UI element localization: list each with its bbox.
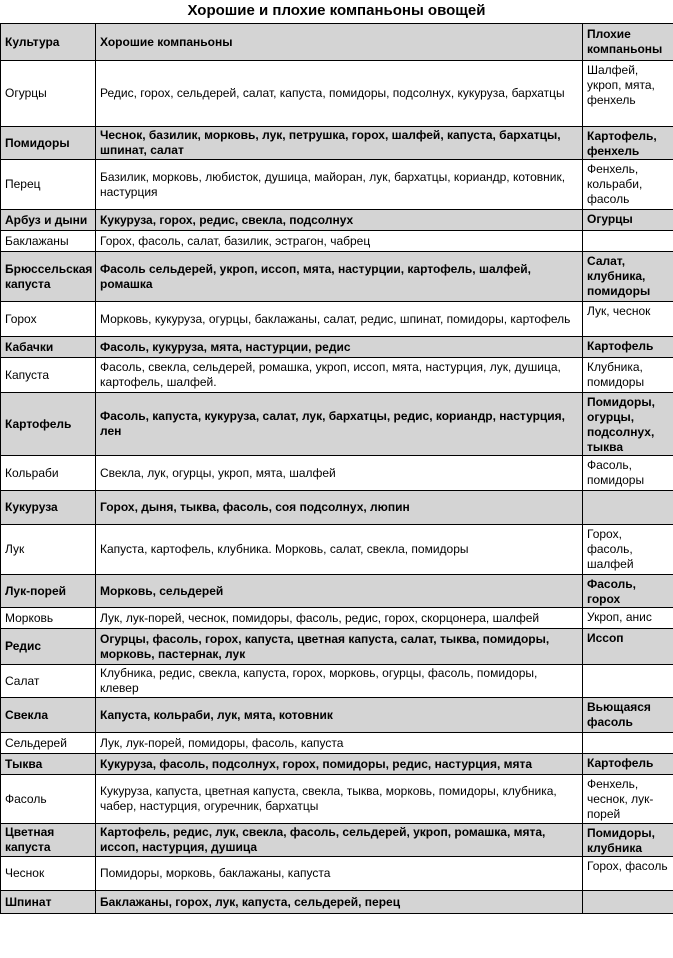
- cell-crop: Свекла: [1, 698, 96, 733]
- cell-good: Картофель, редис, лук, свекла, фасоль, сельдерей, укроп, ромашка, мята, иссоп, настурция, душица: [96, 824, 583, 857]
- cell-bad: [583, 733, 673, 754]
- cell-bad: Иссоп: [583, 629, 673, 665]
- cell-good: Баклажаны, горох, лук, капуста, сельдерей, перец: [96, 891, 583, 914]
- table-row: [1, 733, 673, 754]
- cell-crop: Огурцы: [1, 61, 96, 127]
- cell-bad: Салат, клубника, помидоры: [583, 252, 673, 302]
- cell-crop: Морковь: [1, 608, 96, 629]
- cell-bad: Фасоль, помидоры: [583, 456, 673, 491]
- cell-crop: Фасоль: [1, 775, 96, 824]
- cell-crop: Шпинат: [1, 891, 96, 914]
- cell-good: Фасоль, капуста, кукуруза, салат, лук, бархатцы, редис, кориандр, настурция, лен: [96, 393, 583, 456]
- table-row: [1, 857, 673, 891]
- cell-good: Базилик, морковь, любисток, душица, майоран, лук, бархатцы, кориандр, котовник, настурция: [96, 160, 583, 210]
- table-row: [1, 337, 673, 358]
- cell-bad: Фенхель, кольраби, фасоль: [583, 160, 673, 210]
- cell-crop: Лук-порей: [1, 575, 96, 608]
- cell-crop: Сельдерей: [1, 733, 96, 754]
- table-row: [1, 456, 673, 491]
- cell-bad: Лук, чеснок: [583, 302, 673, 337]
- cell-good: Кукуруза, капуста, цветная капуста, свекла, тыква, морковь, помидоры, клубника, чабер, настурция, огуречник, бархатцы: [96, 775, 583, 824]
- table-header-row: [1, 24, 673, 61]
- companion-table: [0, 23, 673, 914]
- cell-crop: Кукуруза: [1, 491, 96, 525]
- header-bad: Плохие компаньоны: [583, 24, 673, 61]
- cell-good: Лук, лук-порей, помидоры, фасоль, капуста: [96, 733, 583, 754]
- cell-good: Лук, лук-порей, чеснок, помидоры, фасоль, редис, горох, скорцонера, шалфей: [96, 608, 583, 629]
- table-row: [1, 891, 673, 914]
- cell-crop: Кабачки: [1, 337, 96, 358]
- cell-bad: [583, 231, 673, 252]
- cell-good: Горох, дыня, тыква, фасоль, соя подсолнух, люпин: [96, 491, 583, 525]
- table-row: [1, 698, 673, 733]
- table-row: [1, 629, 673, 665]
- table-row: [1, 210, 673, 231]
- cell-bad: Картофель: [583, 337, 673, 358]
- cell-good: Фасоль сельдерей, укроп, иссоп, мята, настурции, картофель, шалфей, ромашка: [96, 252, 583, 302]
- cell-crop: Перец: [1, 160, 96, 210]
- cell-crop: Тыква: [1, 754, 96, 775]
- cell-good: Огурцы, фасоль, горох, капуста, цветная капуста, салат, тыква, помидоры, морковь, пастернак, лук: [96, 629, 583, 665]
- cell-good: Капуста, кольраби, лук, мята, котовник: [96, 698, 583, 733]
- cell-good: Редис, горох, сельдерей, салат, капуста, помидоры, подсолнух, кукуруза, бархатцы: [96, 61, 583, 127]
- cell-bad: Помидоры, огурцы, подсолнух, тыква: [583, 393, 673, 456]
- cell-bad: Картофель, фенхель: [583, 127, 673, 160]
- cell-crop: Помидоры: [1, 127, 96, 160]
- cell-bad: Помидоры, клубника: [583, 824, 673, 857]
- cell-bad: [583, 891, 673, 914]
- cell-bad: [583, 665, 673, 698]
- cell-crop: Капуста: [1, 358, 96, 393]
- cell-good: Кукуруза, горох, редис, свекла, подсолнух: [96, 210, 583, 231]
- cell-good: Горох, фасоль, салат, базилик, эстрагон, чабрец: [96, 231, 583, 252]
- cell-bad: Вьющаяся фасоль: [583, 698, 673, 733]
- table-row: [1, 775, 673, 824]
- cell-crop: Редис: [1, 629, 96, 665]
- table-row: [1, 575, 673, 608]
- cell-good: Морковь, сельдерей: [96, 575, 583, 608]
- cell-good: Чеснок, базилик, морковь, лук, петрушка, горох, шалфей, капуста, бархатцы, шпинат, салат: [96, 127, 583, 160]
- cell-good: Клубника, редис, свекла, капуста, горох, морковь, огурцы, фасоль, помидоры, клевер: [96, 665, 583, 698]
- table-row: [1, 302, 673, 337]
- table-row: [1, 231, 673, 252]
- cell-bad: Горох, фасоль, шалфей: [583, 525, 673, 575]
- cell-good: Свекла, лук, огурцы, укроп, мята, шалфей: [96, 456, 583, 491]
- table-row: [1, 665, 673, 698]
- cell-bad: Фенхель, чеснок, лук-порей: [583, 775, 673, 824]
- header-crop: Культура: [1, 24, 96, 61]
- table-row: [1, 252, 673, 302]
- cell-bad: Картофель: [583, 754, 673, 775]
- cell-good: Фасоль, свекла, сельдерей, ромашка, укроп, иссоп, мята, настурция, лук, душица, картофель, шалфей.: [96, 358, 583, 393]
- cell-bad: Горох, фасоль: [583, 857, 673, 891]
- cell-crop: Горох: [1, 302, 96, 337]
- cell-good: Кукуруза, фасоль, подсолнух, горох, помидоры, редис, настурция, мята: [96, 754, 583, 775]
- cell-good: Капуста, картофель, клубника. Морковь, салат, свекла, помидоры: [96, 525, 583, 575]
- cell-bad: Фасоль, горох: [583, 575, 673, 608]
- table-row: [1, 160, 673, 210]
- cell-bad: Укроп, анис: [583, 608, 673, 629]
- cell-crop: Картофель: [1, 393, 96, 456]
- cell-crop: Цветная капуста: [1, 824, 96, 857]
- cell-bad: Огурцы: [583, 210, 673, 231]
- cell-crop: Салат: [1, 665, 96, 698]
- cell-good: Морковь, кукуруза, огурцы, баклажаны, салат, редис, шпинат, помидоры, картофель: [96, 302, 583, 337]
- cell-good: Фасоль, кукуруза, мята, настурции, редис: [96, 337, 583, 358]
- cell-crop: Баклажаны: [1, 231, 96, 252]
- cell-crop: Брюссельская капуста: [1, 252, 96, 302]
- table-row: [1, 608, 673, 629]
- cell-crop: Арбуз и дыни: [1, 210, 96, 231]
- header-good: Хорошие компаньоны: [96, 24, 583, 61]
- cell-bad: Шалфей, укроп, мята, фенхель: [583, 61, 673, 127]
- cell-crop: Лук: [1, 525, 96, 575]
- cell-bad: Клубника, помидоры: [583, 358, 673, 393]
- cell-good: Помидоры, морковь, баклажаны, капуста: [96, 857, 583, 891]
- table-row: [1, 393, 673, 456]
- table-row: [1, 525, 673, 575]
- cell-crop: Чеснок: [1, 857, 96, 891]
- table-row: [1, 127, 673, 160]
- table-row: [1, 358, 673, 393]
- table-row: [1, 824, 673, 857]
- table-row: [1, 491, 673, 525]
- cell-crop: Кольраби: [1, 456, 96, 491]
- page-title: Хорошие и плохие компаньоны овощей: [187, 2, 486, 19]
- table-row: [1, 754, 673, 775]
- table-row: [1, 61, 673, 127]
- cell-bad: [583, 491, 673, 525]
